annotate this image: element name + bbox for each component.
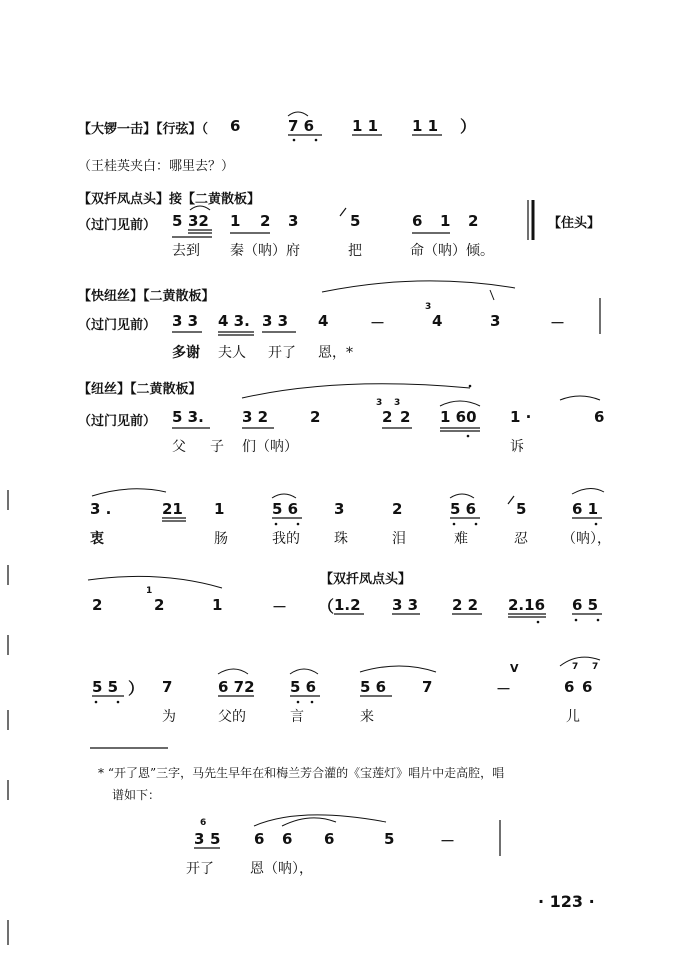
grace-note: 3 bbox=[425, 302, 432, 312]
lyric: 们（呐） bbox=[242, 439, 298, 455]
note: 3 bbox=[194, 830, 205, 848]
note: 2 bbox=[392, 500, 403, 518]
note: 2 bbox=[260, 212, 271, 230]
lyric: 把 bbox=[348, 243, 362, 259]
note: 2 bbox=[468, 212, 479, 230]
note: 4 bbox=[432, 312, 443, 330]
breath-mark: V bbox=[510, 662, 519, 675]
grace-note: 6 bbox=[200, 818, 207, 828]
note-group: 5 3. bbox=[172, 408, 204, 426]
note-group: 4 3. bbox=[218, 312, 250, 330]
lyric: 夫人 bbox=[218, 345, 246, 361]
percussion-label: 【大锣一击】【行弦】（ bbox=[78, 122, 209, 137]
note: 32 bbox=[188, 212, 209, 230]
note-group: 3 . bbox=[90, 500, 112, 518]
note-group: 1 · bbox=[510, 408, 532, 426]
grace-note: 1 bbox=[146, 586, 153, 596]
dash: － bbox=[550, 314, 566, 332]
lyric: 恩，* bbox=[318, 345, 353, 361]
end-label: 【住头】 bbox=[548, 216, 601, 231]
note-group: 3 3 bbox=[392, 596, 419, 614]
note: 2 bbox=[92, 596, 103, 614]
note: 2 bbox=[400, 408, 411, 426]
grace-note: 3 bbox=[376, 398, 383, 408]
lyric: 命（呐）倾。 bbox=[410, 243, 494, 259]
page-number: · 123 · bbox=[538, 892, 595, 911]
note-group: 2 2 bbox=[452, 596, 479, 614]
note: 2 bbox=[310, 408, 321, 426]
note-group: 5 6 bbox=[272, 500, 299, 518]
lyric: 衷 bbox=[90, 531, 104, 547]
lyric: 珠 bbox=[334, 531, 348, 547]
note: 6 bbox=[594, 408, 605, 426]
lyric: 开了 bbox=[268, 345, 296, 361]
note-group: 3 3 bbox=[172, 312, 199, 330]
lyric: 父 bbox=[172, 439, 186, 455]
note-group: 6 1 bbox=[572, 500, 599, 518]
note: 5 bbox=[350, 212, 361, 230]
lyric: 诉 bbox=[510, 439, 524, 455]
note: 1 bbox=[230, 212, 241, 230]
lyric: 子 bbox=[210, 439, 224, 455]
note: 4 bbox=[318, 312, 329, 330]
grace-note: 7 bbox=[572, 662, 579, 672]
interlude-prefix: （过门见前） bbox=[78, 218, 157, 233]
lyric: 多谢 bbox=[172, 345, 200, 361]
note-group: 3 2 bbox=[242, 408, 269, 426]
note: 6 bbox=[254, 830, 265, 848]
grace-note: 3 bbox=[394, 398, 401, 408]
note-group: 6 5 bbox=[572, 596, 599, 614]
note-group: 3 3 bbox=[262, 312, 289, 330]
note: 6 bbox=[564, 678, 575, 696]
lyric: 忍 bbox=[514, 531, 528, 547]
lyric: 去到 bbox=[172, 243, 200, 259]
dash: － bbox=[496, 680, 512, 698]
lyric: 开了 bbox=[186, 861, 214, 877]
note-group: 6 bbox=[230, 117, 241, 135]
note: 5 bbox=[172, 212, 183, 230]
note-group: 2.16 bbox=[508, 596, 546, 614]
note: 3 bbox=[288, 212, 299, 230]
note-group: 21 bbox=[162, 500, 183, 518]
section-label: 【双扦凤点头】 bbox=[320, 572, 412, 587]
grace-note: 7 bbox=[592, 662, 599, 672]
lyric: 恩（呐）， bbox=[250, 861, 313, 877]
lyric: 儿 bbox=[566, 709, 580, 725]
dash: － bbox=[370, 314, 386, 332]
note: 1 bbox=[440, 212, 451, 230]
note-group: 5 5 bbox=[92, 678, 119, 696]
note: 5 bbox=[384, 830, 395, 848]
dash: － bbox=[272, 598, 288, 616]
note: 7 bbox=[162, 678, 173, 696]
note-group: 5 6 bbox=[450, 500, 477, 518]
note: 5 bbox=[516, 500, 527, 518]
note-group: 1 1 bbox=[412, 117, 439, 135]
note: 1 bbox=[212, 596, 223, 614]
note: 6 bbox=[324, 830, 335, 848]
spoken-line: （王桂英夹白：哪里去？） bbox=[78, 159, 235, 174]
note: 3 bbox=[490, 312, 501, 330]
lyric: 我的 bbox=[272, 531, 300, 547]
note: 5 bbox=[210, 830, 221, 848]
note: 6 bbox=[582, 678, 593, 696]
note-group: 1.2 bbox=[334, 596, 361, 614]
note-group: 6 72 bbox=[218, 678, 255, 696]
lyric: 秦（呐）府 bbox=[230, 243, 300, 259]
lyric: 来 bbox=[360, 709, 374, 725]
footnote-text: * “开了恩”三字，马先生早年在和梅兰芳合灌的《宝莲灯》唱片中走高腔，唱 bbox=[98, 766, 505, 780]
note: 7 bbox=[422, 678, 433, 696]
closing-paren: ） bbox=[460, 117, 477, 136]
lyric: 肠 bbox=[214, 531, 228, 547]
note-group: 1 1 bbox=[352, 117, 379, 135]
interlude-prefix: （过门见前） bbox=[78, 414, 157, 429]
note: 2 bbox=[382, 408, 393, 426]
note: 6 bbox=[412, 212, 423, 230]
close-paren: ） bbox=[128, 679, 145, 698]
lyric: 为 bbox=[162, 709, 176, 725]
note: 2 bbox=[154, 596, 165, 614]
section-label: 【纽丝】【二黄散板】 bbox=[78, 382, 202, 397]
lyric: 父的 bbox=[218, 709, 246, 725]
lyric: 难 bbox=[454, 531, 468, 547]
lyric: （呐）， bbox=[562, 531, 611, 547]
note-group: 1 60 bbox=[440, 408, 477, 426]
lyric: 泪 bbox=[392, 531, 406, 547]
note-group: 5 6 bbox=[360, 678, 387, 696]
note: 1 bbox=[214, 500, 225, 518]
lyric: 言 bbox=[290, 709, 304, 725]
footnote-text: 谱如下： bbox=[112, 788, 161, 802]
section-label: 【快纽丝】【二黄散板】 bbox=[78, 289, 215, 304]
section-label: 【双扦凤点头】接【二黄散板】 bbox=[78, 192, 261, 207]
note-group: 5 6 bbox=[290, 678, 317, 696]
interlude-prefix: （过门见前） bbox=[78, 318, 157, 333]
dash: － bbox=[440, 832, 456, 850]
open-paren: （ bbox=[318, 597, 335, 616]
note-group: 7 6 bbox=[288, 117, 315, 135]
note: 3 bbox=[334, 500, 345, 518]
note: 6 bbox=[282, 830, 293, 848]
